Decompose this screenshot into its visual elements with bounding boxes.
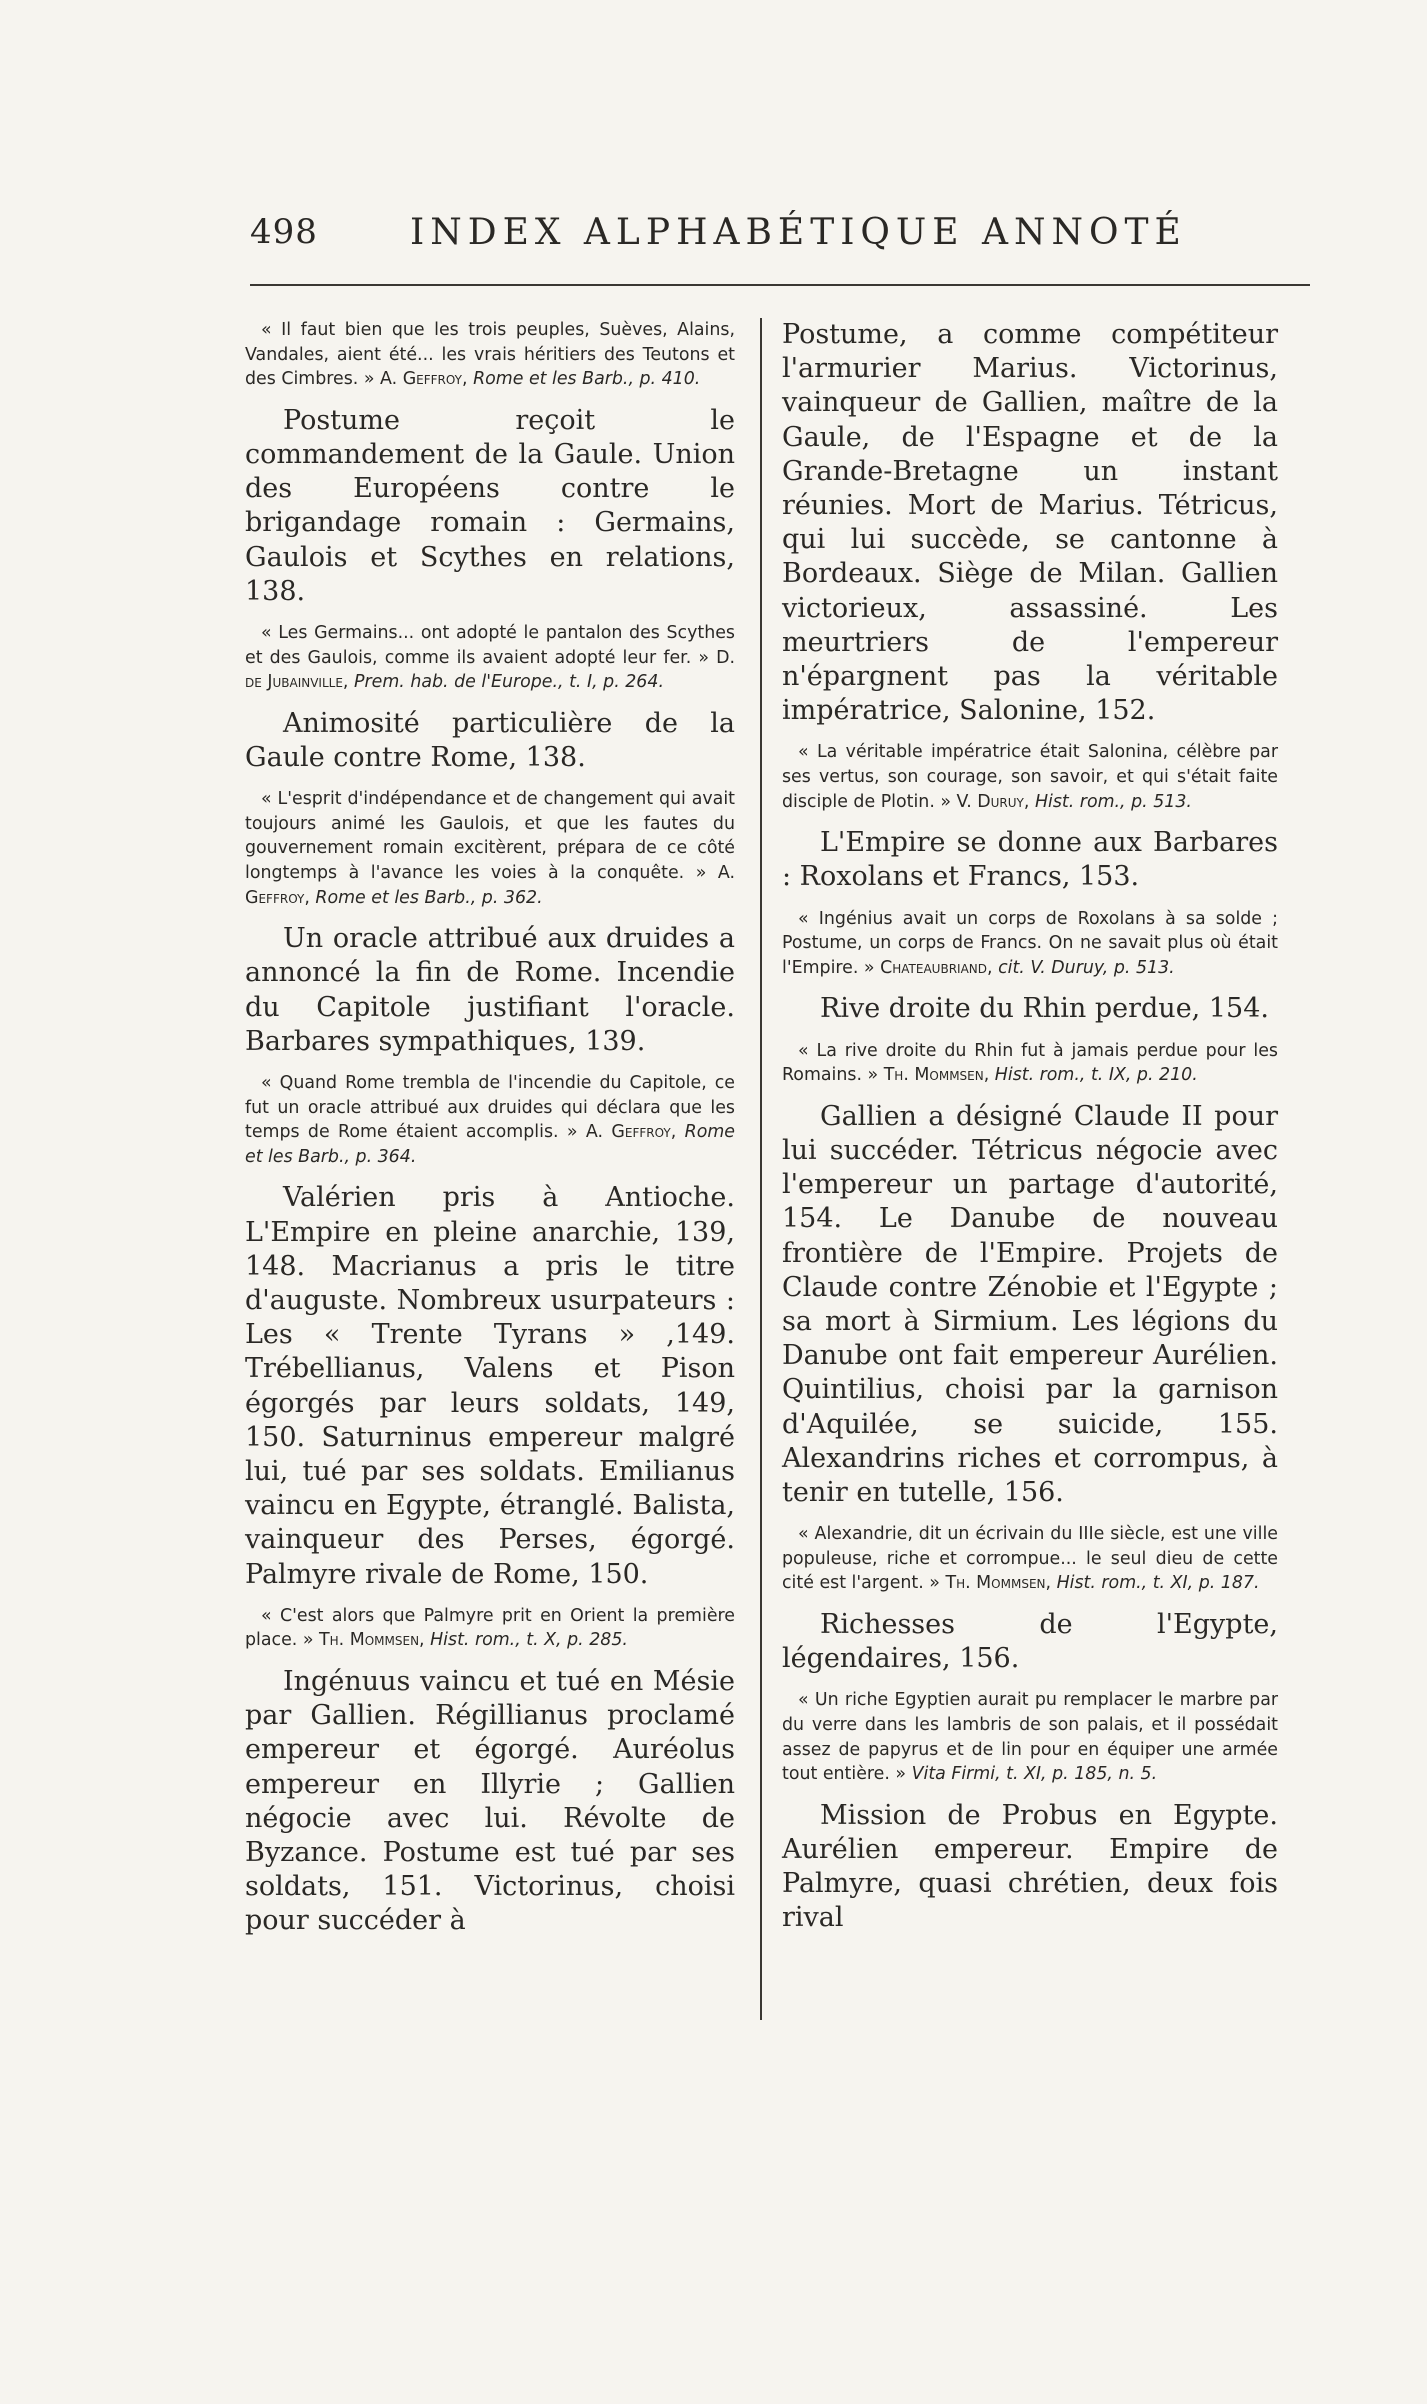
index-entry: Mission de Probus en Egypte. Aurélien empereur. Empire de Palmyre, quasi chrétien, deux fois rival	[782, 1799, 1278, 1934]
index-entry: Postume reçoit le commandement de la Gaule. Union des Européens contre le brigandage romain : Germains, Gaulois et Scythes en relations, 138.	[245, 404, 735, 607]
quotation	[782, 1039, 1278, 1088]
citation-author: Th. Mommsen,	[319, 1630, 431, 1651]
quote-text: « Alexandrie, dit un écrivain du IIIe siècle, est une ville populeuse, riche et corrompue... le seul dieu de cette cité est l'argent. »	[782, 1524, 1278, 1594]
index-entry: L'Empire se donne aux Barbares : Roxolans et Francs, 153.	[782, 827, 1278, 893]
quote-text: « Ingénius avait un corps de Roxolans à sa solde ; Postume, un corps de Francs. On ne savait plus où était l'Empire. »	[782, 908, 1278, 978]
quote-text: « Quand Rome trembla de l'incendie du Capitole, ce fut un oracle attribué aux druides qui déclara que les temps de Rome étaient accomplis. »	[245, 1072, 735, 1143]
citation-author: D. de Jubainville,	[245, 647, 735, 693]
left-column	[245, 318, 735, 1951]
quotation	[245, 787, 735, 910]
citation-work: Hist. rom., t. X, p. 285.	[430, 1630, 628, 1651]
citation-work: Hist. rom., p. 513.	[1034, 791, 1192, 812]
page-number: 498	[250, 212, 318, 252]
page-header	[250, 212, 1210, 256]
quote-text: « C'est alors que Palmyre prit en Orient la première place. »	[245, 1605, 735, 1651]
citation-author: V. Duruy,	[956, 791, 1035, 812]
citation-work: Hist. rom., t. XI, p. 187.	[1056, 1573, 1260, 1594]
column-divider	[760, 318, 762, 2020]
quote-text: « Un riche Egyptien aurait pu remplacer le marbre par du verre dans les lambris de son palais, et il possédait assez de papyrus et de lin pour en équiper une armée tout entière. »	[782, 1690, 1278, 1785]
quotation	[245, 1604, 735, 1653]
index-entry: Rive droite du Rhin perdue, 154.	[820, 993, 1269, 1025]
quote-text: « Les Germains... ont adopté le pantalon des Scythes et des Gaulois, comme ils avaient adopté leur fer. »	[245, 623, 735, 668]
quotation	[245, 621, 735, 695]
quotation	[782, 907, 1278, 981]
right-column	[782, 318, 1278, 1948]
quotation	[782, 1688, 1278, 1786]
index-entry: Postume, a comme compétiteur l'armurier Marius. Victorinus, vainqueur de Gallien, maître de la Gaule, de l'Espagne et de la Grande-Bretagne un instant réunies. Mort de Marius. Tétricus, qui lui succède, se cantonne à Bordeaux. Siège de Milan. Gallien victorieux, assassiné. Les meurtriers de l'empereur n'épargnent pas la véritable impératrice, Salonine, 152.	[782, 319, 1278, 727]
quotation	[245, 318, 735, 392]
index-entry: Richesses de l'Egypte, légendaires, 156.	[782, 1609, 1278, 1675]
index-entry: Gallien a désigné Claude II pour lui succéder. Tétricus négocie avec l'empereur un partage d'autorité, 154. Le Danube de nouveau frontière de l'Empire. Projets de Claude contre Zénobie et l'Egypte ; sa mort à Sirmium. Les légions du Danube ont fait empereur Aurélien. Quintilius, choisi par la garnison d'Aquilée, se suicide, 155. Alexandrins riches et corrompus, à tenir en tutelle, 156.	[782, 1100, 1278, 1509]
quote-text: « Il faut bien que les trois peuples, Suèves, Alains, Vandales, aient été... les vrais héritiers des Teutons et des Cimbres. »	[245, 320, 735, 390]
citation-author: Chateaubriand,	[880, 957, 999, 978]
quotation	[782, 1522, 1278, 1596]
header-rule	[250, 284, 1310, 286]
citation-author: A. Geffroy,	[380, 369, 474, 390]
quote-text: « La véritable impératrice était Salonina, célèbre par ses vertus, son courage, son savoir, et qui s'était faite disciple de Plotin. »	[782, 742, 1278, 812]
index-entry: Valérien pris à Antioche. L'Empire en pleine anarchie, 139, 148. Macrianus a pris le titre d'auguste. Nombreux usurpateurs : Les « Trente Tyrans » ,149. Trébellianus, Valens et Pison égorgés par leurs soldats, 149, 150. Saturninus empereur malgré lui, tué par ses soldats. Emilianus vaincu en Egypte, étranglé. Balista, vainqueur des Perses, égorgé. Palmyre rivale de Rome, 150.	[245, 1182, 735, 1590]
quotation	[782, 740, 1278, 814]
running-title: INDEX ALPHABÉTIQUE ANNOTÉ	[410, 212, 1187, 253]
citation-author: Th. Mommsen,	[945, 1573, 1057, 1594]
index-entry: Animosité particulière de la Gaule contre Rome, 138.	[245, 707, 735, 773]
quote-text: « L'esprit d'indépendance et de changement qui avait toujours animé les Gaulois, et que les fautes du gouvernement romain excitèrent, prépara de ce côté longtemps à l'avance les voies à la conquête. »	[245, 789, 735, 883]
citation-work: Rome et les Barb., p. 364.	[245, 1122, 735, 1167]
citation-author: A. Geffroy,	[245, 862, 735, 908]
citation-work: Vita Firmi, t. XI, p. 185, n. 5.	[911, 1764, 1158, 1785]
index-entry: Un oracle attribué aux druides a annoncé la fin de Rome. Incendie du Capitole justifiant l'oracle. Barbares sympathiques, 139.	[245, 923, 735, 1057]
citation-work: Prem. hab. de l'Europe., t. I, p. 264.	[353, 672, 664, 693]
index-entry: Ingénuus vaincu et tué en Mésie par Gallien. Régillianus proclamé empereur et égorgé. Auréolus empereur en Illyrie ; Gallien négocie avec lui. Révolte de Byzance. Postume est tué par ses soldats, 151. Victorinus, choisi pour succéder à	[245, 1665, 735, 1937]
citation-work: Rome et les Barb., p. 362.	[315, 887, 543, 908]
citation-author: A. Geffroy,	[585, 1122, 685, 1143]
quote-text: « La rive droite du Rhin fut à jamais perdue pour les Romains. »	[782, 1040, 1278, 1086]
quotation	[245, 1071, 735, 1169]
citation-author: Th. Mommsen,	[883, 1065, 995, 1086]
citation-work: Hist. rom., t. IX, p. 210.	[994, 1065, 1198, 1086]
citation-work: Rome et les Barb., p. 410.	[473, 369, 701, 390]
citation-work: cit. V. Duruy, p. 513.	[998, 957, 1175, 978]
